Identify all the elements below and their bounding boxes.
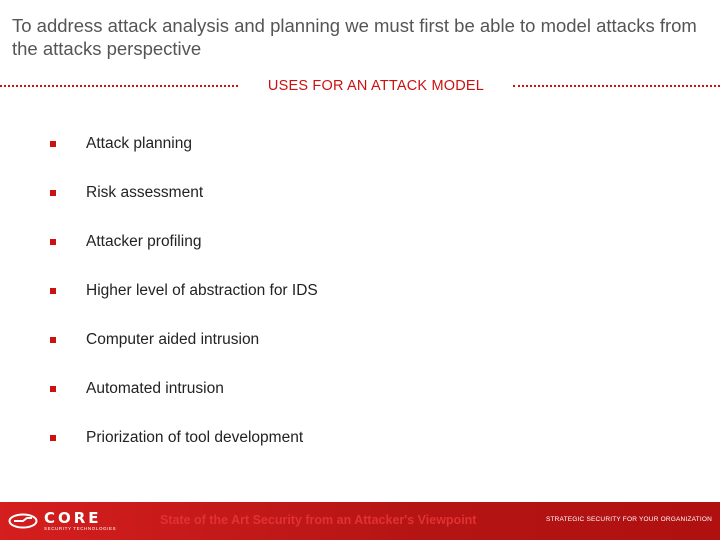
dotted-rule-left — [0, 85, 238, 87]
slide-title: To address attack analysis and planning we must first be able to model attacks from the attacks perspective — [12, 15, 697, 59]
list-item — [40, 329, 318, 378]
dotted-rule-right — [513, 85, 720, 87]
logo-tagline: SECURITY TECHNOLOGIES — [44, 526, 117, 531]
bullet-square-icon — [50, 141, 56, 147]
section-divider — [0, 76, 720, 96]
footer-slogan: State of the Art Security from an Attacker's Viewpoint — [160, 513, 477, 527]
bullet-square-icon — [50, 435, 56, 441]
bullet-square-icon — [50, 386, 56, 392]
bullet-square-icon — [50, 337, 56, 343]
company-logo — [6, 509, 156, 535]
footer-bar — [0, 502, 720, 540]
bullet-text: Automated intrusion — [86, 380, 224, 397]
bullet-square-icon — [50, 288, 56, 294]
bullet-text: Risk assessment — [86, 184, 204, 201]
list-item — [40, 231, 318, 280]
list-item — [40, 182, 318, 231]
logo-emblem-icon — [8, 513, 38, 529]
bullet-square-icon — [50, 190, 56, 196]
bullet-text: Computer aided intrusion — [86, 331, 260, 348]
bullet-text: Attack planning — [86, 135, 192, 152]
list-item — [40, 133, 318, 182]
list-item — [40, 378, 318, 427]
footer-tagline: STRATEGIC SECURITY FOR YOUR ORGANIZATION — [545, 516, 712, 523]
bullet-text: Priorization of tool development — [86, 429, 304, 446]
list-item — [40, 427, 318, 476]
bullet-list — [40, 133, 318, 476]
list-item — [40, 280, 318, 329]
logo-wordmark: CORE — [44, 509, 102, 527]
bullet-text: Higher level of abstraction for IDS — [86, 282, 318, 299]
section-heading: USES FOR AN ATTACK MODEL — [242, 76, 510, 96]
bullet-text: Attacker profiling — [86, 233, 202, 250]
bullet-square-icon — [50, 239, 56, 245]
